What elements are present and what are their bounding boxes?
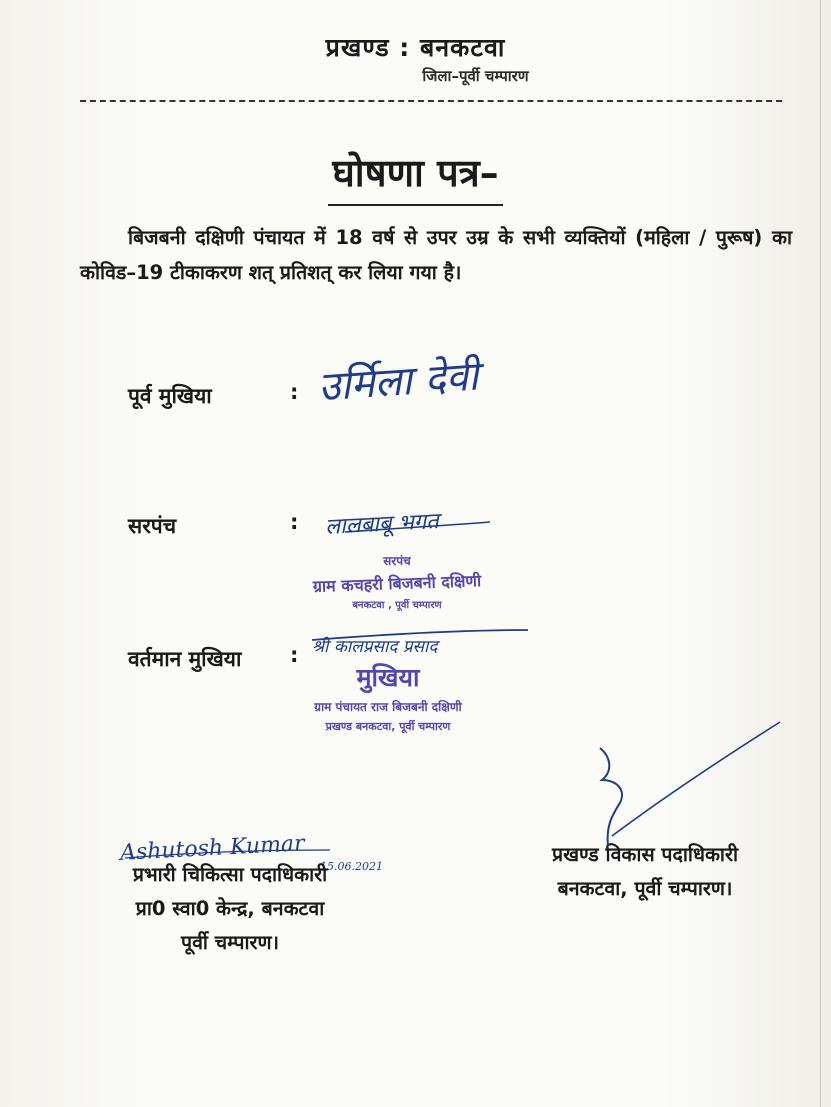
document-title-text: घोषणा पत्र–	[328, 146, 502, 206]
sarpanch-stamp-line-2: ग्राम कचहरी बिजबनी दक्षिणी	[312, 571, 482, 596]
former-mukhiya-colon: :	[290, 380, 299, 404]
sarpanch-stamp-line-1: सरपंच	[383, 554, 411, 568]
sarpanch-signature: लालबाबू भगत	[324, 509, 440, 540]
medical-officer-signature: Ashutosh Kumar	[119, 831, 306, 866]
declaration-text: बिजबनी दक्षिणी पंचायत में 18 वर्ष से उपर उम्र के सभी व्यक्तियों (महिला / पुरूष) का कोविड–19 टीकाकरण शत् प्रतिशत् कर लिया गया है।	[80, 226, 792, 284]
medical-officer-line-3: पूर्वी चम्पारण।	[181, 931, 279, 954]
former-mukhiya-signature: उर्मिला देवी	[316, 353, 480, 411]
current-mukhiya-stamp-line-1: मुखिया	[356, 663, 420, 692]
sarpanch-colon: :	[290, 510, 299, 534]
current-mukhiya-stamp-line-2: ग्राम पंचायत राज बिजबनी दक्षिणी	[314, 700, 462, 714]
sarpanch-signature-stroke	[345, 522, 490, 532]
sarpanch-stamp-line-3: बनकटवा , पूर्वी चम्पारण	[352, 600, 442, 611]
medical-officer-signature-date: 15.06.2021	[320, 860, 383, 873]
sarpanch-label: सरपंच	[128, 514, 177, 538]
bdo-line-2: बनकटवा, पूर्वी चम्पारण।	[557, 877, 733, 900]
medical-officer-underline	[125, 850, 330, 858]
former-mukhiya-label: पूर्व मुखिया	[128, 384, 212, 408]
header-block: प्रखण्ड : बनकटवा	[325, 33, 506, 62]
current-mukhiya-label: वर्तमान मुखिया	[128, 647, 242, 671]
current-mukhiya-signature: श्री कालप्रसाद प्रसाद	[312, 637, 438, 657]
current-mukhiya-underline	[312, 630, 528, 640]
header-district: जिला–पूर्वी चम्पारण	[422, 67, 529, 85]
bdo-signature-stroke	[612, 722, 780, 836]
bdo-line-1: प्रखण्ड विकास पदाधिकारी	[552, 843, 738, 866]
medical-officer-line-2: प्रा0 स्वा0 केन्द्र, बनकटवा	[135, 897, 325, 920]
medical-officer-line-1: प्रभारी चिकित्सा पदाधिकारी	[132, 863, 328, 886]
current-mukhiya-colon: :	[290, 643, 299, 667]
current-mukhiya-stamp-line-3: प्रखण्ड बनकटवा, पूर्वी चम्पारण	[325, 720, 451, 733]
